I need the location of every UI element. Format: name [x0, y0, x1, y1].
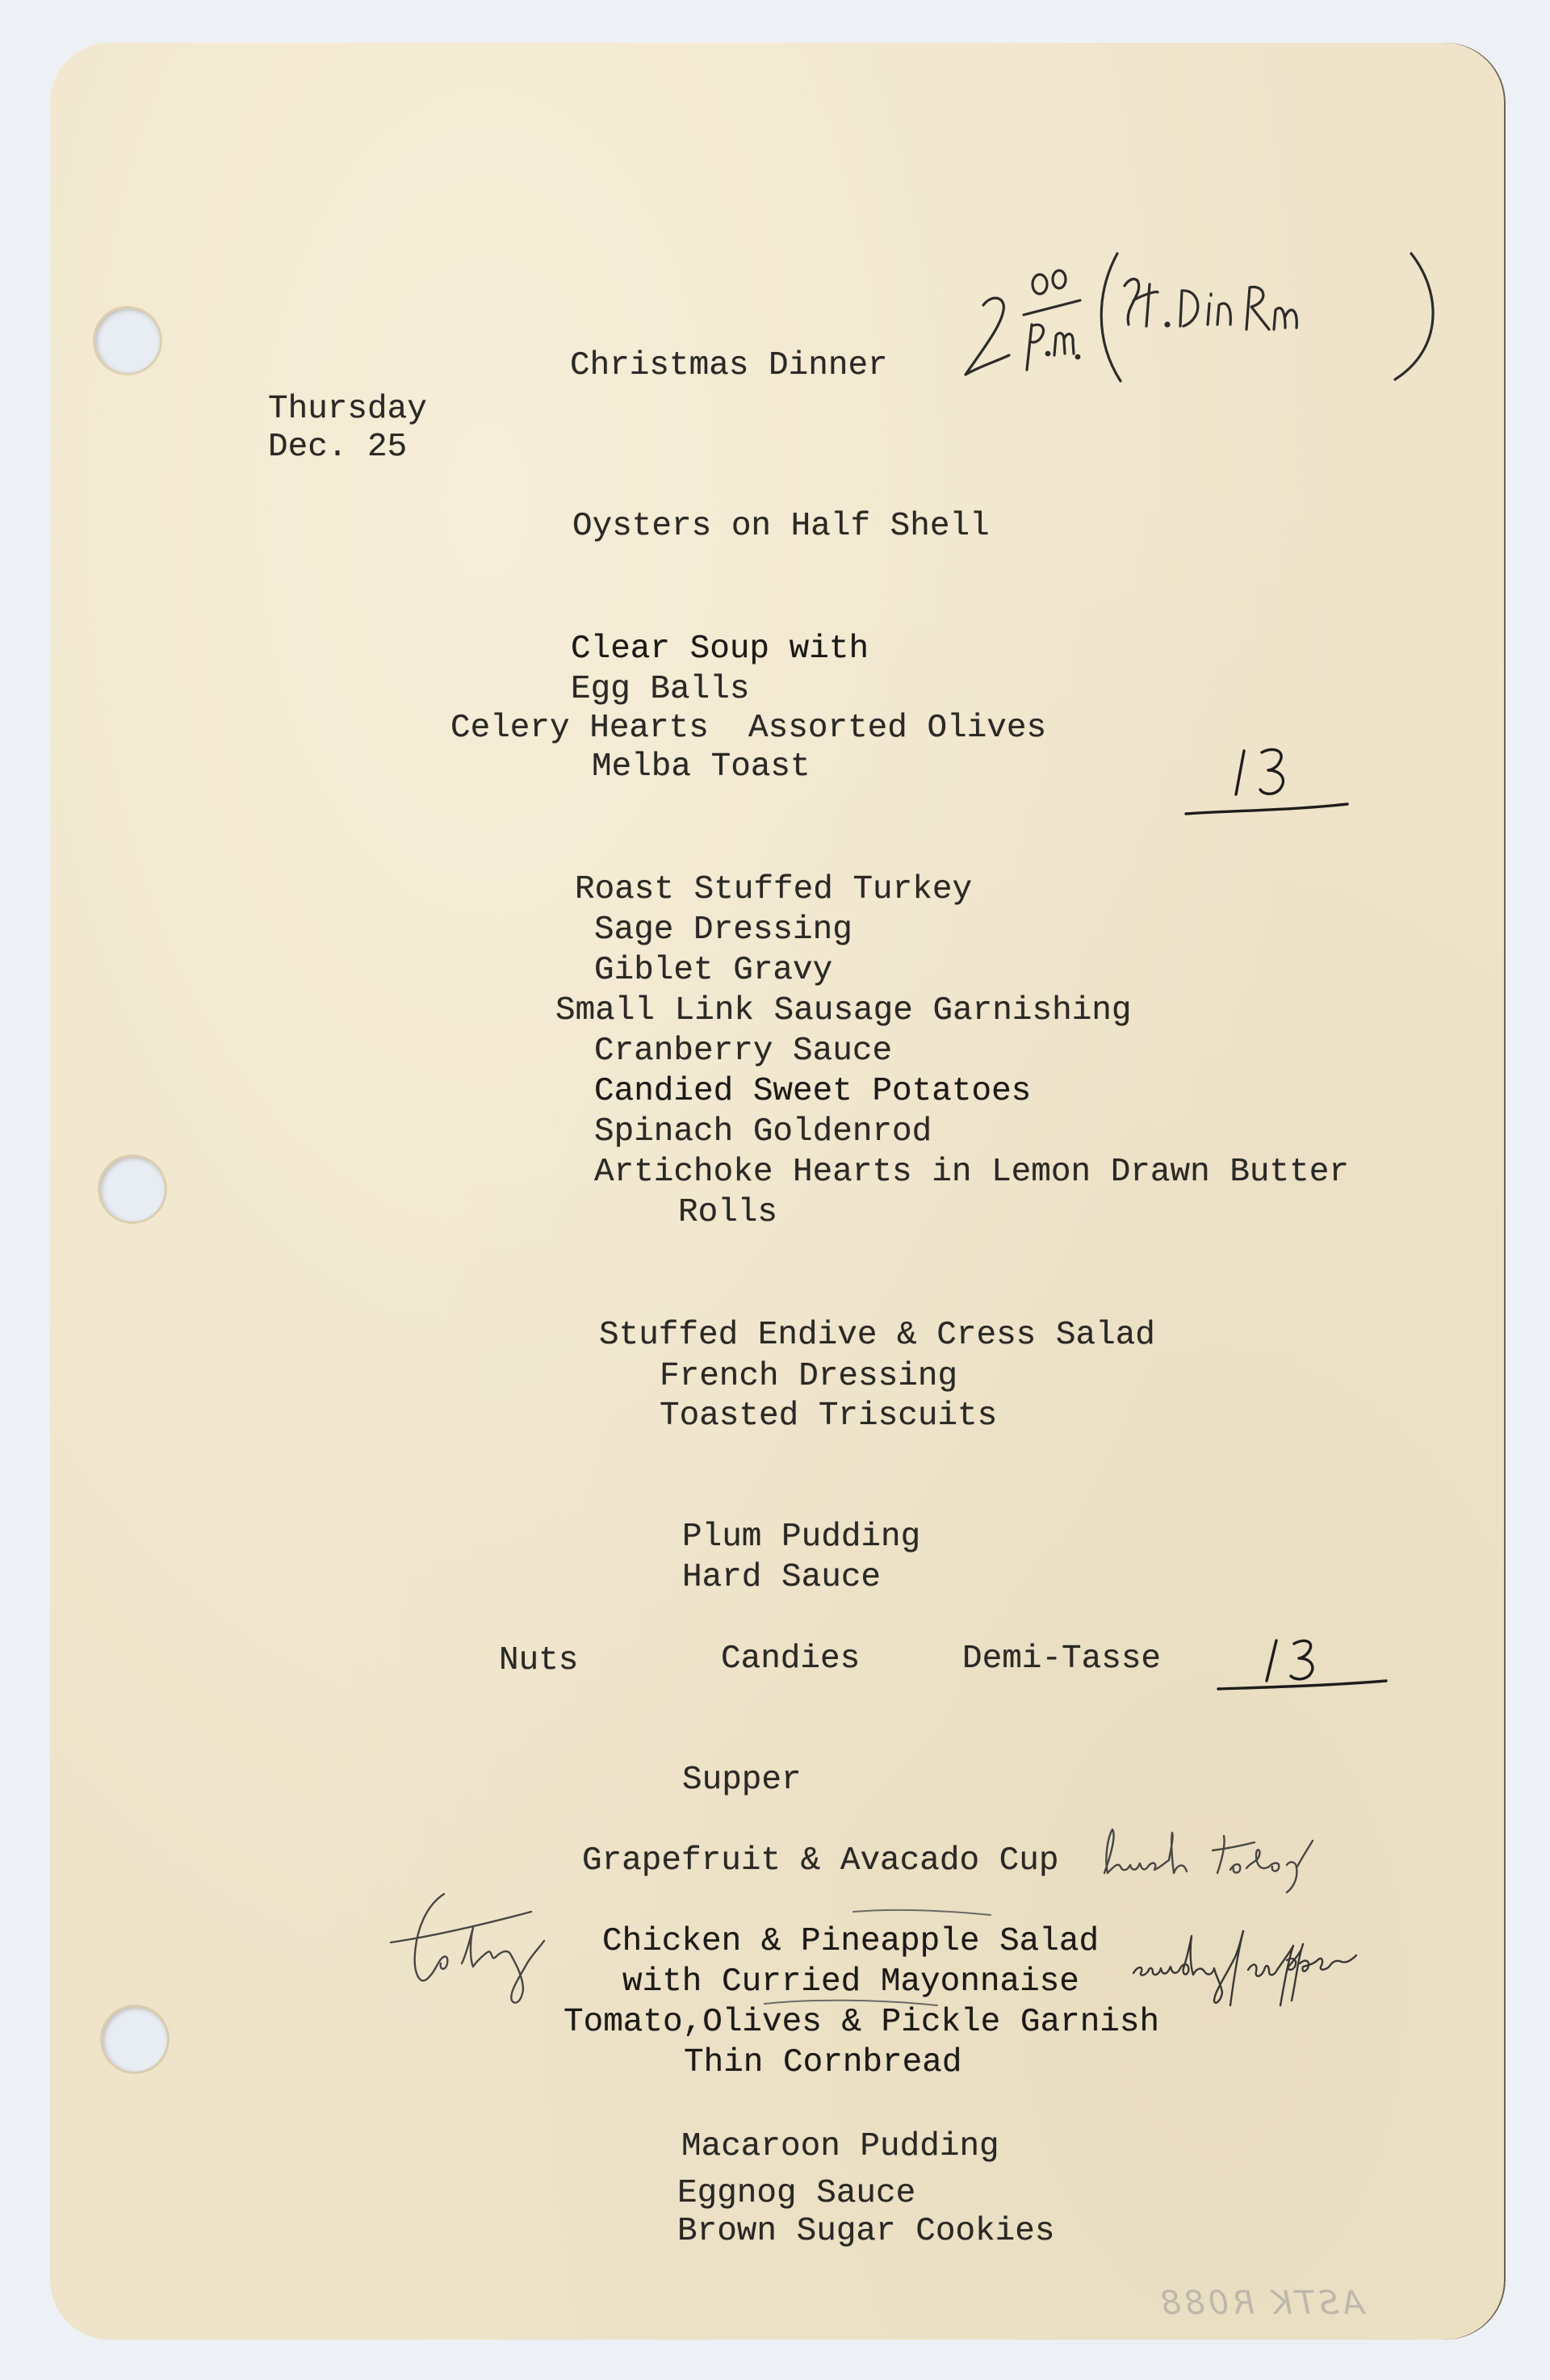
menu-item: Toasted Triscuits [660, 1397, 998, 1435]
menu-item: Chicken & Pineapple Salad [602, 1923, 1100, 1960]
menu-item: Eggnog Sauce [677, 2175, 916, 2212]
menu-item: Candies [721, 1640, 861, 1678]
menu-item: Candied Sweet Potatoes [594, 1073, 1032, 1110]
menu-date: Dec. 25 [268, 429, 408, 466]
menu-item: Giblet Gravy [594, 952, 833, 989]
menu-item: Oysters on Half Shell [572, 508, 990, 545]
binder-hole-top [95, 308, 160, 373]
menu-item: Brown Sugar Cookies [677, 2213, 1055, 2250]
binder-hole-middle [100, 1157, 165, 1221]
menu-item: Demi-Tasse [962, 1640, 1162, 1678]
pencil-mark-line [763, 1997, 940, 2009]
binder-hole-bottom [103, 2007, 167, 2072]
menu-item: Clear Soup with [571, 631, 869, 668]
menu-day: Thursday [268, 391, 427, 428]
menu-item: French Dressing [660, 1358, 958, 1395]
menu-item: Plum Pudding [682, 1519, 921, 1556]
menu-item: Tomato,Olives & Pickle Garnish [563, 2004, 1160, 2041]
handwritten-lunch-today-note [1096, 1826, 1387, 1892]
handwritten-count-note [1183, 744, 1352, 819]
pencil-mark-line [852, 1907, 993, 1918]
menu-item: Macaroon Pudding [681, 2128, 999, 2165]
menu-title: Christmas Dinner [570, 347, 888, 384]
menu-item: Cranberry Sauce [594, 1033, 893, 1070]
menu-item: Grapefruit & Avacado Cup [582, 1842, 1059, 1879]
menu-item: Spinach Goldenrod [594, 1113, 932, 1150]
menu-item: Hard Sauce [682, 1559, 882, 1596]
menu-item: with Curried Mayonnaise [622, 1963, 1079, 2001]
menu-item: Celery Hearts Assorted Olives [450, 710, 1047, 747]
supper-title: Supper [682, 1762, 802, 1799]
menu-item: Sage Dressing [594, 911, 852, 949]
menu-item: Egg Balls [571, 671, 750, 708]
menu-item: Small Link Sausage Garnishing [555, 992, 1132, 1029]
handwritten-count-note [1215, 1636, 1389, 1692]
menu-item: Roast Stuffed Turkey [575, 871, 973, 908]
handwritten-sunday-supper-note [1130, 1928, 1411, 2007]
menu-item: Stuffed Endive & Cress Salad [599, 1317, 1155, 1354]
menu-item: Thin Cornbread [684, 2044, 962, 2081]
menu-item: Artichoke Hearts in Lemon Drawn Butter [594, 1154, 1349, 1191]
bleed-through-pencil-mark: ASTK R088 [1157, 2285, 1364, 2322]
menu-item: Melba Toast [592, 748, 811, 786]
menu-item: Nuts [499, 1642, 579, 1679]
handwritten-time-note [959, 252, 1468, 381]
handwritten-today-note [386, 1889, 544, 2007]
menu-item: Rolls [678, 1194, 778, 1231]
